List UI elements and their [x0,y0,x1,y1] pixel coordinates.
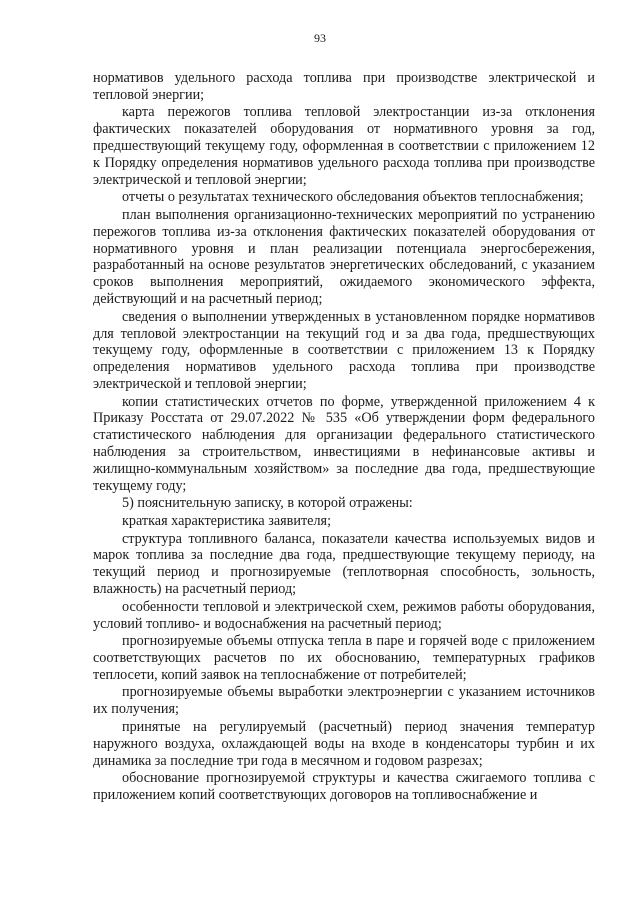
paragraph: принятые на регулируемый (расчетный) период значения температур наружного воздуха, охлаждающей воды на входе в конденсаторы турбин и их динамика за последние три года в месячном и годовом разрезах; [93,718,595,769]
paragraph: отчеты о результатах технического обследования объектов теплоснабжения; [122,189,584,206]
paragraph: прогнозируемые объемы отпуска тепла в паре и горячей воде с приложением соответствующих расчетов по их обоснованию, температурных графиков теплосети, копий заявок на теплоснабжение от потребителей; [93,633,595,683]
paragraph: нормативов удельного расхода топлива при производстве электрической и тепловой энергии; [93,70,595,103]
paragraph: план выполнения организационно-технических мероприятий по устранению пережогов топлива из-за отклонения фактических показателей оборудования от нормативного уровня и план реализации потенциала энергосбережения, разработанный на основе результатов энергетических обследований, с указанием сроков выполнения мероприятий, ожидаемого экономического эффекта, действующий и на расчетный период; [93,207,595,308]
paragraph: особенности тепловой и электрической схем, режимов работы оборудования, условий топливо- и водоснабжения на расчетный период; [93,598,595,632]
paragraph: структура топливного баланса, показатели качества используемых видов и марок топлива за последние два года, предшествующие текущему периоду, на текущий период и прогнозируемые (теплотворная способность, зольность, влажность) на расчетный период; [93,530,595,598]
paragraph: копии статистических отчетов по форме, утвержденной приложением 4 к Приказу Росстата от 29.07.2022 № 535 «Об утверждении форм федерального статистического наблюдения для организации федерального статистического наблюдения за строительством, инвестициями в нефинансовые активы и жилищно-коммунальным хозяйством» за последние два года, предшествующие текущему году; [93,393,595,494]
paragraph: обоснование прогнозируемой структуры и качества сжигаемого топлива с приложением копий соответствующих договоров на топливоснабжение и [93,770,595,804]
body-text [93,70,595,804]
paragraph: сведения о выполнении утвержденных в установленном порядке нормативов для тепловой электростанции на текущий год и за два года, предшествующих текущему году, оформленные в соответствии с приложением 13 к Порядку определения нормативов удельного расхода топлива при производстве электрической и тепловой энергии; [93,308,595,392]
paragraph: краткая характеристика заявителя; [122,512,332,529]
page-number: 93 [314,31,326,45]
paragraph: прогнозируемые объемы выработки электроэнергии с указанием источников их получения; [93,684,595,718]
paragraph: карта пережогов топлива тепловой электростанции из-за отклонения фактических показателей оборудования от нормативного уровня за год, предшествующий текущему году, оформленная в соответствии с приложением 12 к Порядку определения нормативов удельного расхода топлива при производстве электрической и тепловой энергии; [93,104,595,188]
paragraph: 5) пояснительную записку, в которой отражены: [122,495,413,512]
